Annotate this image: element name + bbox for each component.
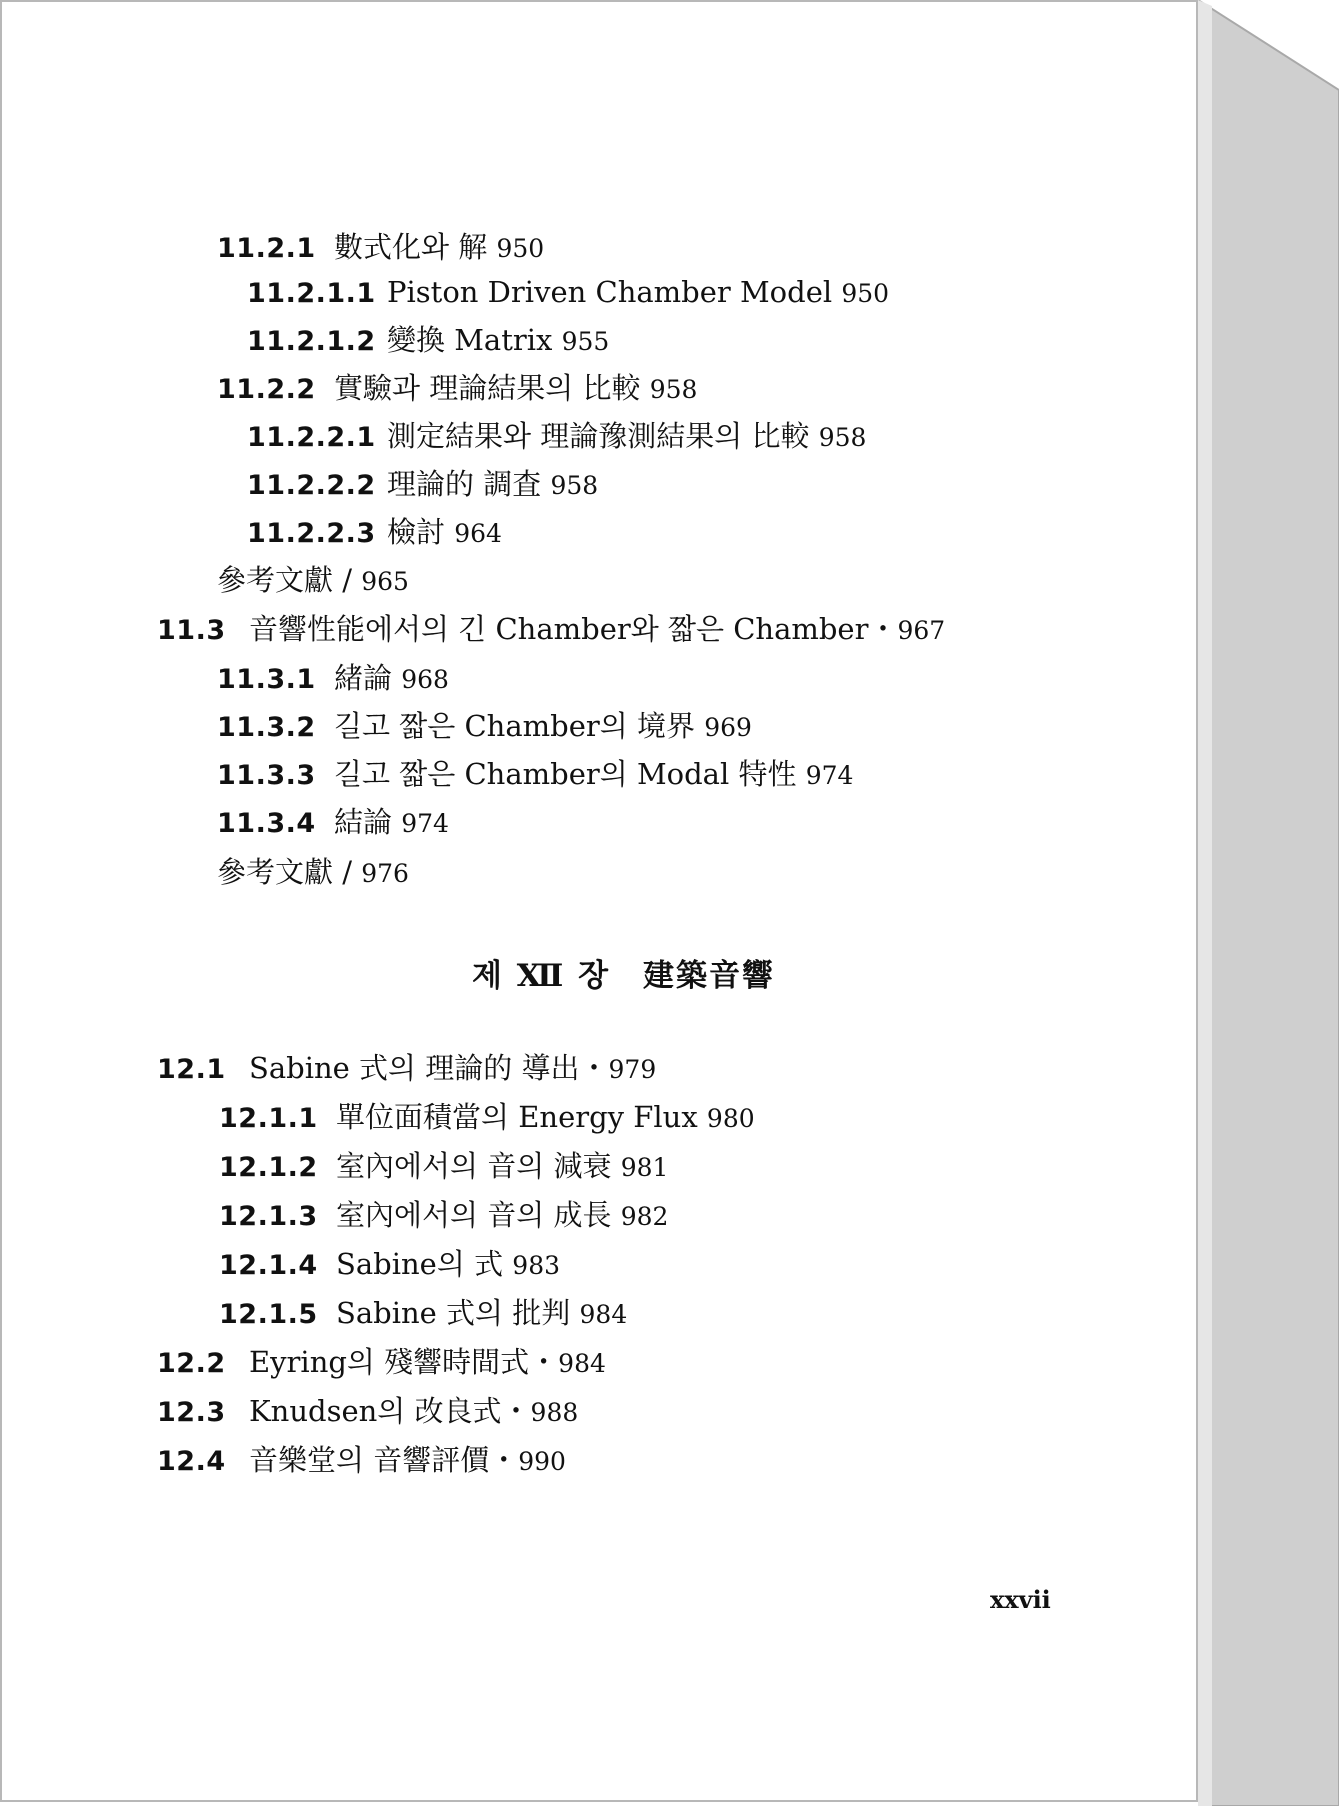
toc-entry [157, 610, 945, 648]
toc-entry-number: 11.2.1.1 [247, 278, 376, 309]
toc-entry-number: 11.2.2 [217, 374, 316, 405]
toc-entry [217, 803, 449, 841]
toc-entry [247, 513, 502, 551]
toc-entry-page: 965 [361, 567, 409, 596]
toc-entry [247, 321, 609, 359]
toc-entry-title: 室內에서의 音의 成長 [336, 1198, 612, 1232]
toc-entry-number: 11.2.1 [217, 233, 316, 264]
toc-entry [217, 228, 544, 266]
toc-entry-title: Sabine의 式 [336, 1247, 504, 1281]
toc-references [217, 561, 409, 599]
toc-entry [219, 1147, 668, 1185]
toc-entry-number: 12.1.2 [219, 1152, 318, 1183]
toc-entry-title: 數式化와 解 [334, 230, 488, 264]
toc-entry-number: 11.3.3 [217, 760, 316, 791]
toc-entry [157, 1343, 606, 1381]
toc-entry [157, 1392, 578, 1430]
toc-entry-title: 參考文獻 / [217, 855, 362, 889]
toc-entry-page: 955 [561, 327, 610, 356]
toc-entry-title: Knudsen의 改良式・ [249, 1394, 531, 1428]
toc-entry-title: Sabine 式의 批判 [336, 1296, 571, 1330]
toc-entry-number: 12.1 [157, 1054, 226, 1085]
toc-entry-number: 12.2 [157, 1348, 226, 1379]
toc-entry [217, 707, 752, 745]
toc-references [217, 853, 409, 891]
toc-entry-page: 988 [530, 1398, 579, 1427]
toc-entry-title: 變換 Matrix [387, 323, 553, 357]
toc-entry-page: 967 [897, 616, 946, 645]
toc-entry-page: 983 [512, 1251, 561, 1280]
toc-entry-number: 12.1.1 [219, 1103, 318, 1134]
toc-entry-page: 974 [401, 809, 449, 838]
toc-entry-title: 緒論 [334, 661, 393, 695]
toc-entry [247, 273, 889, 311]
toc-entry-number: 12.1.5 [219, 1299, 318, 1330]
toc-entry-title: 單位面積當의 Energy Flux [336, 1100, 698, 1134]
toc-entry-title: 實驗과 理論結果의 比較 [334, 371, 641, 405]
toc-entry [217, 659, 449, 697]
toc-entry-page: 958 [550, 471, 599, 500]
toc-entry-page: 984 [579, 1300, 628, 1329]
toc-entry-page: 982 [620, 1202, 669, 1231]
toc-entry-number: 11.2.2.2 [247, 470, 376, 501]
toc-entry-page: 958 [649, 375, 698, 404]
toc-entry-page: 969 [704, 713, 752, 742]
toc-entry [217, 369, 697, 407]
toc-entry-title: 結論 [334, 805, 393, 839]
toc-entry-title: 音樂堂의 音響評價・ [249, 1443, 519, 1477]
toc-entry-number: 12.1.4 [219, 1250, 318, 1281]
toc-entry-title: Eyring의 殘響時間式・ [249, 1345, 559, 1379]
toc-entry [157, 1049, 656, 1087]
toc-entry-title: 理論的 調査 [387, 467, 542, 501]
toc-entry-number: 11.3.1 [217, 664, 316, 695]
chapter-heading: 제 Ⅻ 장 建築音響 [472, 958, 776, 994]
toc-entry [219, 1196, 668, 1234]
toc-entry-page: 979 [608, 1055, 657, 1084]
toc-entry-title: 測定結果와 理論豫測結果의 比較 [387, 419, 810, 453]
toc-entry-title: Sabine 式의 理論的 導出・ [249, 1051, 609, 1085]
toc-entry-page: 976 [361, 859, 409, 888]
toc-entry-number: 11.3.2 [217, 712, 316, 743]
toc-entry-number: 11.2.2.3 [247, 518, 376, 549]
toc-entry-page: 984 [558, 1349, 606, 1378]
toc-entry [219, 1245, 560, 1283]
toc-entry-page: 950 [841, 279, 890, 308]
toc-entry-number: 11.2.2.1 [247, 422, 376, 453]
toc-entry-number: 11.2.1.2 [247, 326, 376, 357]
toc-entry-title: Piston Driven Chamber Model [387, 275, 833, 309]
toc-entry-title: 音響性能에서의 긴 Chamber와 짧은 Chamber・ [249, 612, 898, 646]
toc-entry-title: 參考文獻 / [217, 563, 362, 597]
toc-entry [219, 1098, 755, 1136]
book-edge-graphic [1198, 0, 1339, 1806]
page-folio: xxvii [990, 1585, 1051, 1614]
toc-entry-page: 981 [620, 1153, 669, 1182]
toc-entry-title: 檢討 [387, 515, 446, 549]
toc-entry-page: 964 [454, 519, 502, 548]
toc-entry-number: 12.4 [157, 1446, 226, 1477]
toc-entry-number: 12.3 [157, 1397, 226, 1428]
toc-entry-number: 12.1.3 [219, 1201, 318, 1232]
toc-entry-title: 길고 짧은 Chamber의 境界 [334, 709, 695, 743]
toc-entry-page: 974 [805, 761, 854, 790]
toc-entry-page: 958 [818, 423, 867, 452]
toc-entry [247, 417, 866, 455]
toc-entry-page: 990 [518, 1447, 566, 1476]
toc-entry-number: 11.3 [157, 615, 226, 646]
toc-entry-page: 950 [496, 234, 545, 263]
toc-entry-title: 室內에서의 音의 減衰 [336, 1149, 612, 1183]
toc-entry-page: 968 [401, 665, 449, 694]
toc-entry-title: 길고 짧은 Chamber의 Modal 特性 [334, 757, 797, 791]
toc-entry-number: 11.3.4 [217, 808, 316, 839]
toc-entry-page: 980 [706, 1104, 755, 1133]
toc-entry [247, 465, 598, 503]
toc-entry [217, 755, 853, 793]
toc-entry [219, 1294, 627, 1332]
book-edge [1198, 0, 1339, 1806]
toc-entry [157, 1441, 566, 1479]
